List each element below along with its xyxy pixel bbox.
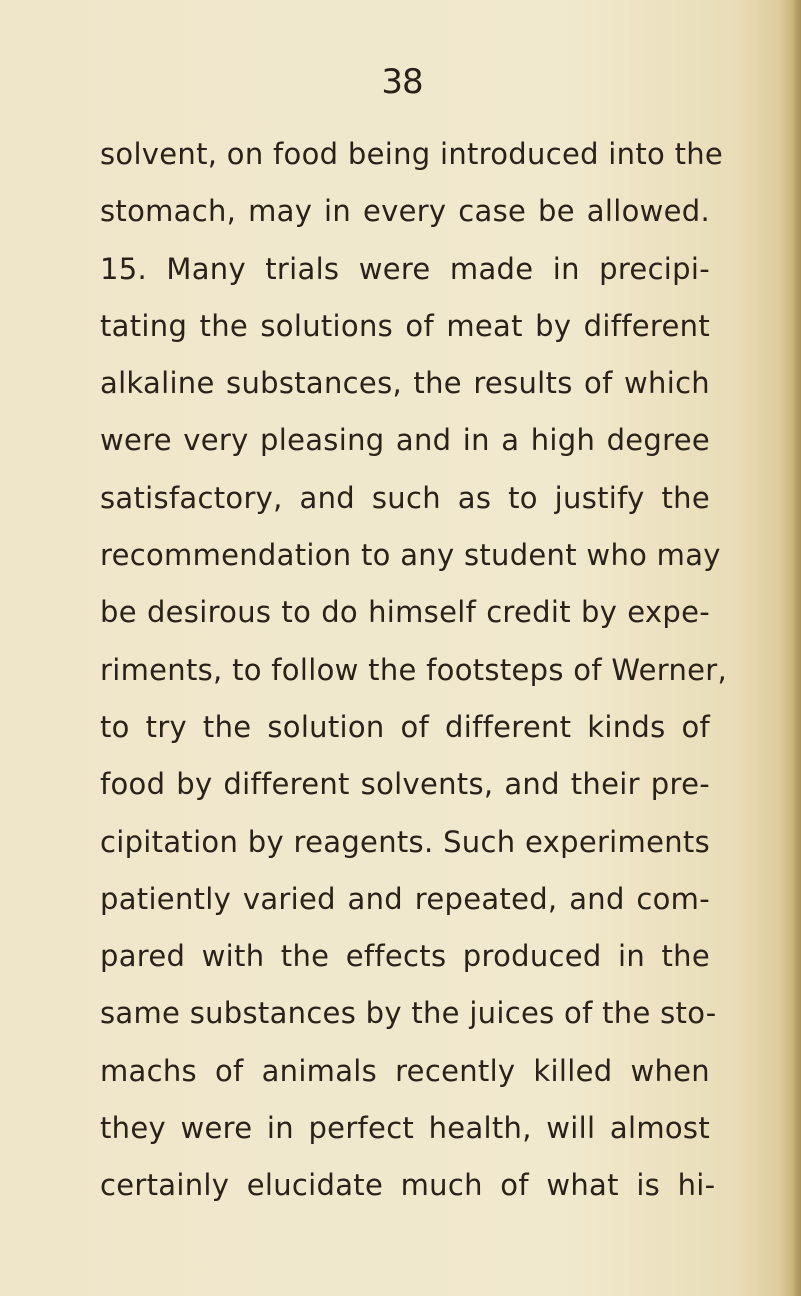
text-line: alkaline substances, the results of which — [100, 366, 710, 401]
text-line: 15. Many trials were made in precipi- — [100, 251, 710, 286]
text-line: satisfactory, and such as to justify the — [100, 480, 710, 515]
text-line: machs of animals recently killed when — [100, 1053, 710, 1088]
text-line: stomach, may in every case be allowed. — [100, 194, 710, 229]
page-edge-shadow — [779, 0, 801, 1296]
text-line: to try the solution of different kinds of — [100, 709, 710, 744]
page-number: 38 — [381, 62, 423, 102]
text-line: they were in perfect health, will almost — [100, 1111, 710, 1146]
text-line: same substances by the juices of the sto- — [100, 996, 717, 1031]
text-line: be desirous to do himself credit by expe- — [100, 595, 710, 630]
text-line: recommendation to any student who may — [100, 538, 721, 573]
text-line: riments, to follow the footsteps of Werner, — [100, 652, 728, 687]
body-text — [100, 126, 728, 1215]
text-line: were very pleasing and in a high degree — [100, 423, 710, 458]
text-line: patiently varied and repeated, and com- — [100, 881, 710, 916]
text-line: food by different solvents, and their pre- — [100, 767, 710, 802]
text-line: solvent, on food being introduced into the — [100, 137, 724, 171]
text-line: pared with the effects produced in the — [100, 939, 710, 974]
text-line: tating the solutions of meat by different — [100, 308, 710, 343]
text-line: cipitation by reagents. Such experiments — [100, 824, 710, 859]
text-line: certainly elucidate much of what is hi- — [100, 1168, 716, 1203]
